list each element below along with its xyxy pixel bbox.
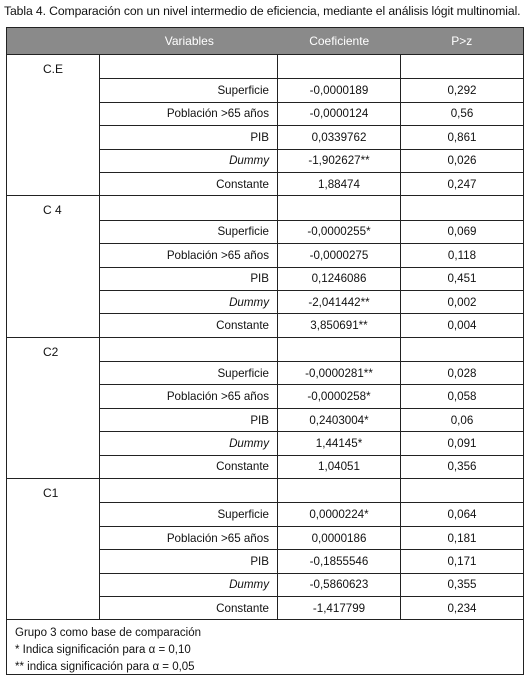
variable-cell: Constante [99, 456, 277, 478]
variable-cell: Superficie [99, 503, 277, 525]
p-value-cell: 0,861 [400, 126, 523, 148]
table-row [99, 596, 523, 619]
variable-cell: Constante [99, 314, 277, 336]
table-row [99, 431, 523, 454]
group-spacer-row [99, 55, 523, 78]
variable-cell: Población >65 años [99, 385, 277, 407]
p-value-cell: 0,451 [400, 268, 523, 290]
variable-cell: Población >65 años [99, 103, 277, 125]
table-row [99, 125, 523, 148]
table-row [99, 502, 523, 525]
group-block [7, 478, 523, 619]
coefficient-cell: -0,0000255* [277, 221, 400, 243]
header-p-value: P>z [451, 34, 473, 48]
table-row [99, 361, 523, 384]
p-value-cell: 0,026 [400, 150, 523, 172]
footnote-alpha-05: ** indica significación para α = 0,05 [15, 661, 195, 674]
variable-cell: PIB [99, 268, 277, 290]
coefficient-cell: 1,88474 [277, 173, 400, 195]
group-spacer-row [99, 338, 523, 361]
table-row [99, 408, 523, 431]
variable-cell: Población >65 años [99, 527, 277, 549]
empty-cell [400, 479, 523, 502]
variable-cell: Superficie [99, 221, 277, 243]
p-value-cell: 0,247 [400, 173, 523, 195]
variable-cell: Constante [99, 173, 277, 195]
coefficient-cell: 0,0000224* [277, 503, 400, 525]
p-value-cell: 0,56 [400, 103, 523, 125]
variable-cell: Superficie [99, 79, 277, 101]
p-value-cell: 0,069 [400, 221, 523, 243]
p-value-cell: 0,002 [400, 291, 523, 313]
p-value-cell: 0,292 [400, 79, 523, 101]
group-name: C2 [43, 344, 59, 359]
table-row [99, 149, 523, 172]
variable-cell: PIB [99, 126, 277, 148]
variable-cell: Dummy [99, 432, 277, 454]
coefficient-cell: 1,04051 [277, 456, 400, 478]
table-caption: Tabla 4. Comparación con un nivel intermedio de eficiencia, mediante el análisis lógit multinomial. [4, 4, 521, 18]
group-rows [99, 479, 523, 619]
table-footnotes [7, 619, 523, 674]
empty-cell [277, 338, 400, 361]
empty-cell [277, 479, 400, 502]
empty-cell [400, 338, 523, 361]
empty-cell [400, 196, 523, 219]
group-name: C.E [43, 62, 64, 76]
empty-cell [99, 55, 277, 78]
p-value-cell: 0,028 [400, 362, 523, 384]
table-header [7, 28, 523, 54]
table-row [99, 573, 523, 596]
p-value-cell: 0,064 [400, 503, 523, 525]
group-rows [99, 55, 523, 195]
variable-cell: Dummy [99, 150, 277, 172]
header-coeficiente: Coeficiente [309, 34, 370, 48]
group-spacer-row [99, 479, 523, 502]
variable-cell: Dummy [99, 574, 277, 596]
coefficient-cell: -2,041442** [277, 291, 400, 313]
empty-cell [99, 479, 277, 502]
empty-cell [277, 196, 400, 219]
empty-cell [99, 338, 277, 361]
group-spacer-row [99, 196, 523, 219]
variable-cell: Población >65 años [99, 244, 277, 266]
variable-cell: PIB [99, 550, 277, 572]
table-row [99, 455, 523, 478]
p-value-cell: 0,058 [400, 385, 523, 407]
variable-cell: Dummy [99, 291, 277, 313]
variable-cell: Superficie [99, 362, 277, 384]
coefficient-cell: 0,1246086 [277, 268, 400, 290]
footnote-base: Grupo 3 como base de comparación [15, 627, 202, 640]
table-row [99, 384, 523, 407]
group-block [7, 195, 523, 336]
coefficient-cell: -0,0000189 [277, 79, 400, 101]
coefficient-cell: 0,0339762 [277, 126, 400, 148]
group-block [7, 337, 523, 478]
empty-cell [277, 55, 400, 78]
group-block [7, 54, 523, 195]
table-row [99, 78, 523, 101]
table-row [99, 290, 523, 313]
p-value-cell: 0,356 [400, 456, 523, 478]
coefficient-cell: -0,0000281** [277, 362, 400, 384]
table-row [99, 172, 523, 195]
table-row [99, 267, 523, 290]
coefficient-cell: -0,5860623 [277, 574, 400, 596]
empty-cell [400, 55, 523, 78]
coefficient-cell: 3,850691** [277, 314, 400, 336]
table-row [99, 220, 523, 243]
group-name: C 4 [43, 203, 62, 218]
table-row [99, 549, 523, 572]
p-value-cell: 0,171 [400, 550, 523, 572]
coefficient-cell: 0,0000186 [277, 527, 400, 549]
group-name: C1 [43, 486, 59, 501]
group-rows [99, 196, 523, 336]
coefficient-cell: -1,902627** [277, 150, 400, 172]
results-table [6, 27, 524, 675]
coefficient-cell: -0,0000124 [277, 103, 400, 125]
table-row [99, 526, 523, 549]
table-body [7, 54, 523, 619]
p-value-cell: 0,091 [400, 432, 523, 454]
coefficient-cell: 1,44145* [277, 432, 400, 454]
coefficient-cell: -0,0000258* [277, 385, 400, 407]
table-row [99, 243, 523, 266]
p-value-cell: 0,234 [400, 597, 523, 619]
table-row [99, 313, 523, 336]
empty-cell [99, 196, 277, 219]
p-value-cell: 0,355 [400, 574, 523, 596]
variable-cell: PIB [99, 409, 277, 431]
variable-cell: Constante [99, 597, 277, 619]
coefficient-cell: -0,1855546 [277, 550, 400, 572]
header-variables: Variables [164, 34, 214, 48]
p-value-cell: 0,06 [400, 409, 523, 431]
group-rows [99, 338, 523, 478]
p-value-cell: 0,004 [400, 314, 523, 336]
footnote-alpha-10: * Indica significación para α = 0,10 [15, 644, 191, 657]
coefficient-cell: 0,2403004* [277, 409, 400, 431]
p-value-cell: 0,181 [400, 527, 523, 549]
table-row [99, 102, 523, 125]
coefficient-cell: -0,0000275 [277, 244, 400, 266]
p-value-cell: 0,118 [400, 244, 523, 266]
coefficient-cell: -1,417799 [277, 597, 400, 619]
